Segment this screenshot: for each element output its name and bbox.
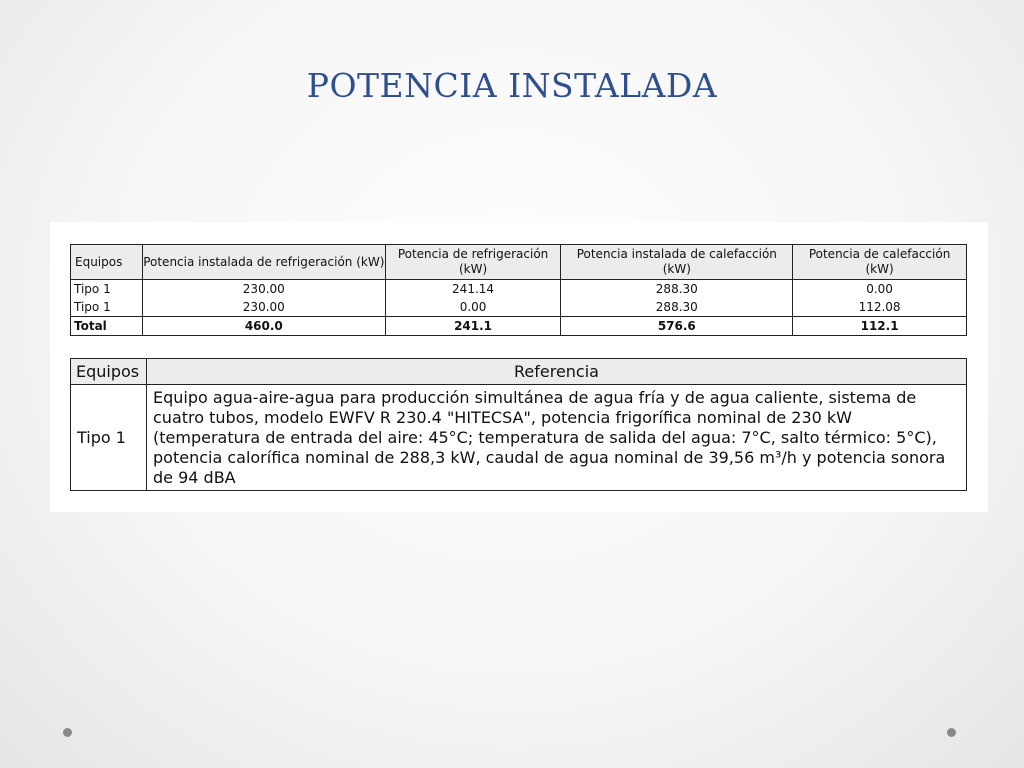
- header-equipos: Equipos: [71, 359, 147, 385]
- header-pot-inst-calef: Potencia instalada de calefacción (kW): [561, 245, 793, 280]
- reference-table-header-row: [71, 359, 967, 385]
- reference-table: [70, 358, 967, 491]
- total-cell: 576.6: [561, 317, 793, 336]
- table-cell: 230.00: [142, 298, 385, 317]
- header-pot-inst-refrig: Potencia instalada de refrigeración (kW): [142, 245, 385, 280]
- table-cell: 288.30: [561, 298, 793, 317]
- row-label: Tipo 1: [71, 298, 143, 317]
- table-row: [71, 385, 967, 491]
- slide-title: POTENCIA INSTALADA: [306, 66, 718, 105]
- table-row: [71, 280, 967, 299]
- header-equipos: Equipos: [71, 245, 143, 280]
- table-row: [71, 298, 967, 317]
- header-referencia: Referencia: [147, 359, 967, 385]
- table-cell: 112.08: [793, 298, 967, 317]
- table-cell: 241.14: [385, 280, 561, 299]
- row-label: Tipo 1: [71, 280, 143, 299]
- header-pot-calef: Potencia de calefacción (kW): [793, 245, 967, 280]
- total-label: Total: [71, 317, 143, 336]
- reference-description: Equipo agua-aire-agua para producción simultánea de agua fría y de agua caliente, sistema de cuatro tubos, modelo EWFV R 230.4 "HITECSA", potencia frigorífica nominal de 230 kW (temperatura de entrada del aire: 45°C; temperatura de salida del agua: 7°C, salto térmico: 5°C), potencia calorífica nominal de 288,3 kW, caudal de agua nominal de 39,56 m³/h y potencia sonora de 94 dBA: [147, 385, 967, 491]
- total-cell: 112.1: [793, 317, 967, 336]
- total-cell: 241.1: [385, 317, 561, 336]
- power-table: [70, 244, 967, 336]
- table-cell: 288.30: [561, 280, 793, 299]
- table-cell: 0.00: [385, 298, 561, 317]
- decorative-dot-left: [63, 728, 72, 737]
- table-cell: 0.00: [793, 280, 967, 299]
- total-cell: 460.0: [142, 317, 385, 336]
- tables-panel: [50, 222, 988, 512]
- decorative-dot-right: [947, 728, 956, 737]
- total-row: [71, 317, 967, 336]
- power-table-header-row: [71, 245, 967, 280]
- table-cell: 230.00: [142, 280, 385, 299]
- row-label: Tipo 1: [71, 385, 147, 491]
- header-pot-refrig: Potencia de refrigeración (kW): [385, 245, 561, 280]
